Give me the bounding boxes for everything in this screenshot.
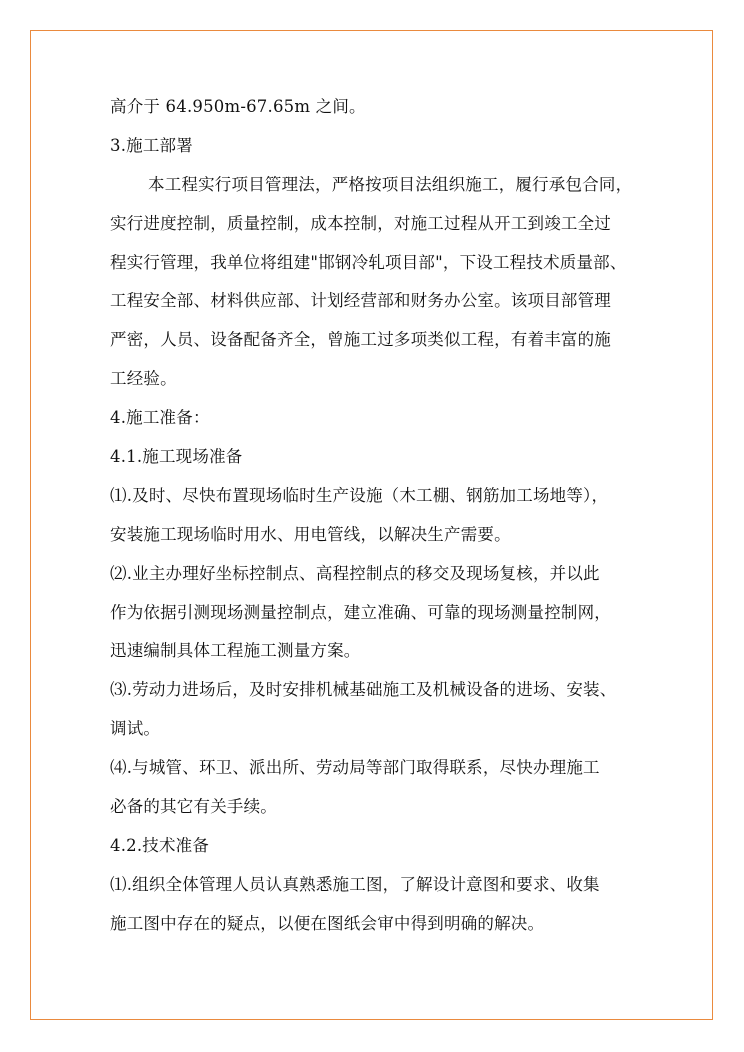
list-item-line: ⑴.组织全体管理人员认真熟悉施工图，了解设计意图和要求、收集 xyxy=(110,874,600,894)
list-item-line: ⑷.与城管、环卫、派出所、劳动局等部门取得联系，尽快办理施工 xyxy=(110,758,600,778)
paragraph-line: 程实行管理，我单位将组建"邯钢冷轧项目部"，下设工程技术质量部、 xyxy=(110,252,627,272)
paragraph-line: 实行进度控制，质量控制，成本控制，对施工过程从开工到竣工全过 xyxy=(110,213,611,233)
list-item-line: 迅速编制具体工程施工测量方案。 xyxy=(110,641,361,661)
list-item-line: 安装施工现场临时用水、用电管线，以解决生产需要。 xyxy=(110,524,511,544)
subsection-heading: 4.1.施工现场准备 xyxy=(110,447,243,467)
list-item-line: 必备的其它有关手续。 xyxy=(110,797,277,817)
list-item-line: 施工图中存在的疑点，以便在图纸会审中得到明确的解决。 xyxy=(110,913,545,933)
section-heading: 4.施工准备： xyxy=(110,408,210,428)
text-line: 高介于 64.950m-67.65m 之间。 xyxy=(110,97,366,116)
subsection-heading: 4.2.技术准备 xyxy=(110,835,210,855)
paragraph-line: 工程安全部、材料供应部、计划经营部和财务办公室。该项目部管理 xyxy=(110,291,611,311)
list-item-line: ⑴.及时、尽快布置现场临时生产设施（木工棚、钢筋加工场地等）， xyxy=(110,485,609,505)
list-item-line: ⑶.劳动力进场后，及时安排机械基础施工及机械设备的进场、安装、 xyxy=(110,680,617,700)
document-body xyxy=(110,88,640,944)
paragraph-line: 本工程实行项目管理法，严格按项目法组织施工，履行承包合同， xyxy=(148,174,633,194)
section-heading: 3.施工部署 xyxy=(110,135,193,155)
list-item-line: 作为依据引测现场测量控制点，建立准确、可靠的现场测量控制网， xyxy=(110,602,611,622)
list-item-line: ⑵.业主办理好坐标控制点、高程控制点的移交及现场复核，并以此 xyxy=(110,563,600,583)
paragraph-line: 工经验。 xyxy=(110,369,177,389)
list-item-line: 调试。 xyxy=(110,719,161,739)
paragraph-line: 严密，人员、设备配备齐全，曾施工过多项类似工程，有着丰富的施 xyxy=(110,330,611,350)
